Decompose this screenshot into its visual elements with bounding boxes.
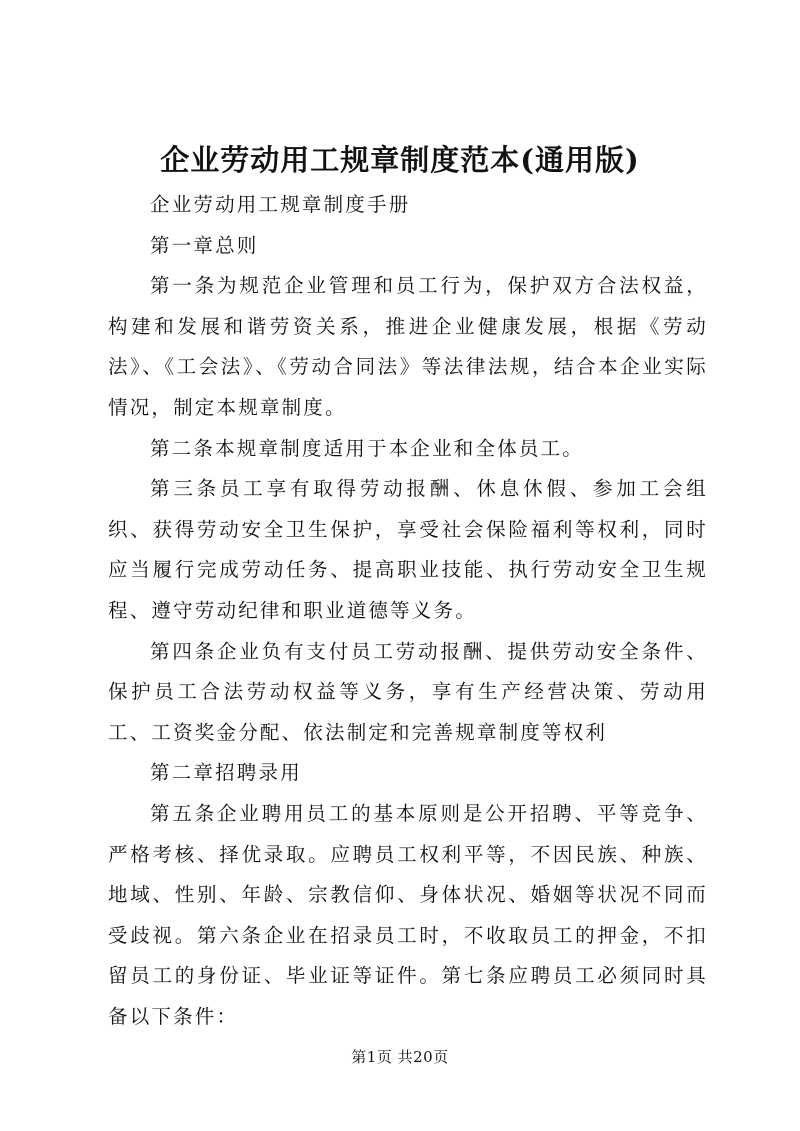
paragraph-article-5-7: 第五条企业聘用员工的基本原则是公开招聘、平等竞争、严格考核、择优录取。应聘员工权利平等，不因民族、种族、地域、性别、年龄、宗教信仰、身体状况、婚姻等状况不同而受歧视。第六条企业在招录员工时，不收取员工的押金，不扣留员工的身份证、毕业证等证件。第七条应聘员工必须同时具备以下条件： xyxy=(108,801,708,1028)
paragraph-article-1: 第一条为规范企业管理和员工行为，保护双方合法权益，构建和发展和谐劳资关系，推进企业健康发展，根据《劳动法》、《工会法》、《劳动合同法》等法律法规，结合本企业实际情况，制定本规章制度。 xyxy=(108,274,708,419)
paragraph-manual-heading: 企业劳动用工规章制度手册 xyxy=(150,193,411,216)
document-title: 企业劳动用工规章制度范本(通用版) xyxy=(160,143,640,177)
paragraph-article-2: 第二条本规章制度适用于本企业和全体员工。 xyxy=(150,436,585,460)
paragraph-chapter-2-heading: 第二章招聘录用 xyxy=(150,761,302,785)
paragraph-article-3: 第三条员工享有取得劳动报酬、休息休假、参加工会组织、获得劳动安全卫生保护，享受社会保险福利等权利，同时应当履行完成劳动任务、提高职业技能、执行劳动安全卫生规程、遵守劳动纪律和职业道德等义务。 xyxy=(108,477,708,622)
paragraph-article-4: 第四条企业负有支付员工劳动报酬、提供劳动安全条件、保护员工合法劳动权益等义务，享有生产经营决策、劳动用工、工资奖金分配、依法制定和完善规章制度等权利 xyxy=(108,639,708,744)
paragraph-chapter-1-heading: 第一章总则 xyxy=(150,233,259,257)
document-body xyxy=(108,185,708,1037)
page-footer: 第1页 共20页 xyxy=(351,1048,449,1066)
